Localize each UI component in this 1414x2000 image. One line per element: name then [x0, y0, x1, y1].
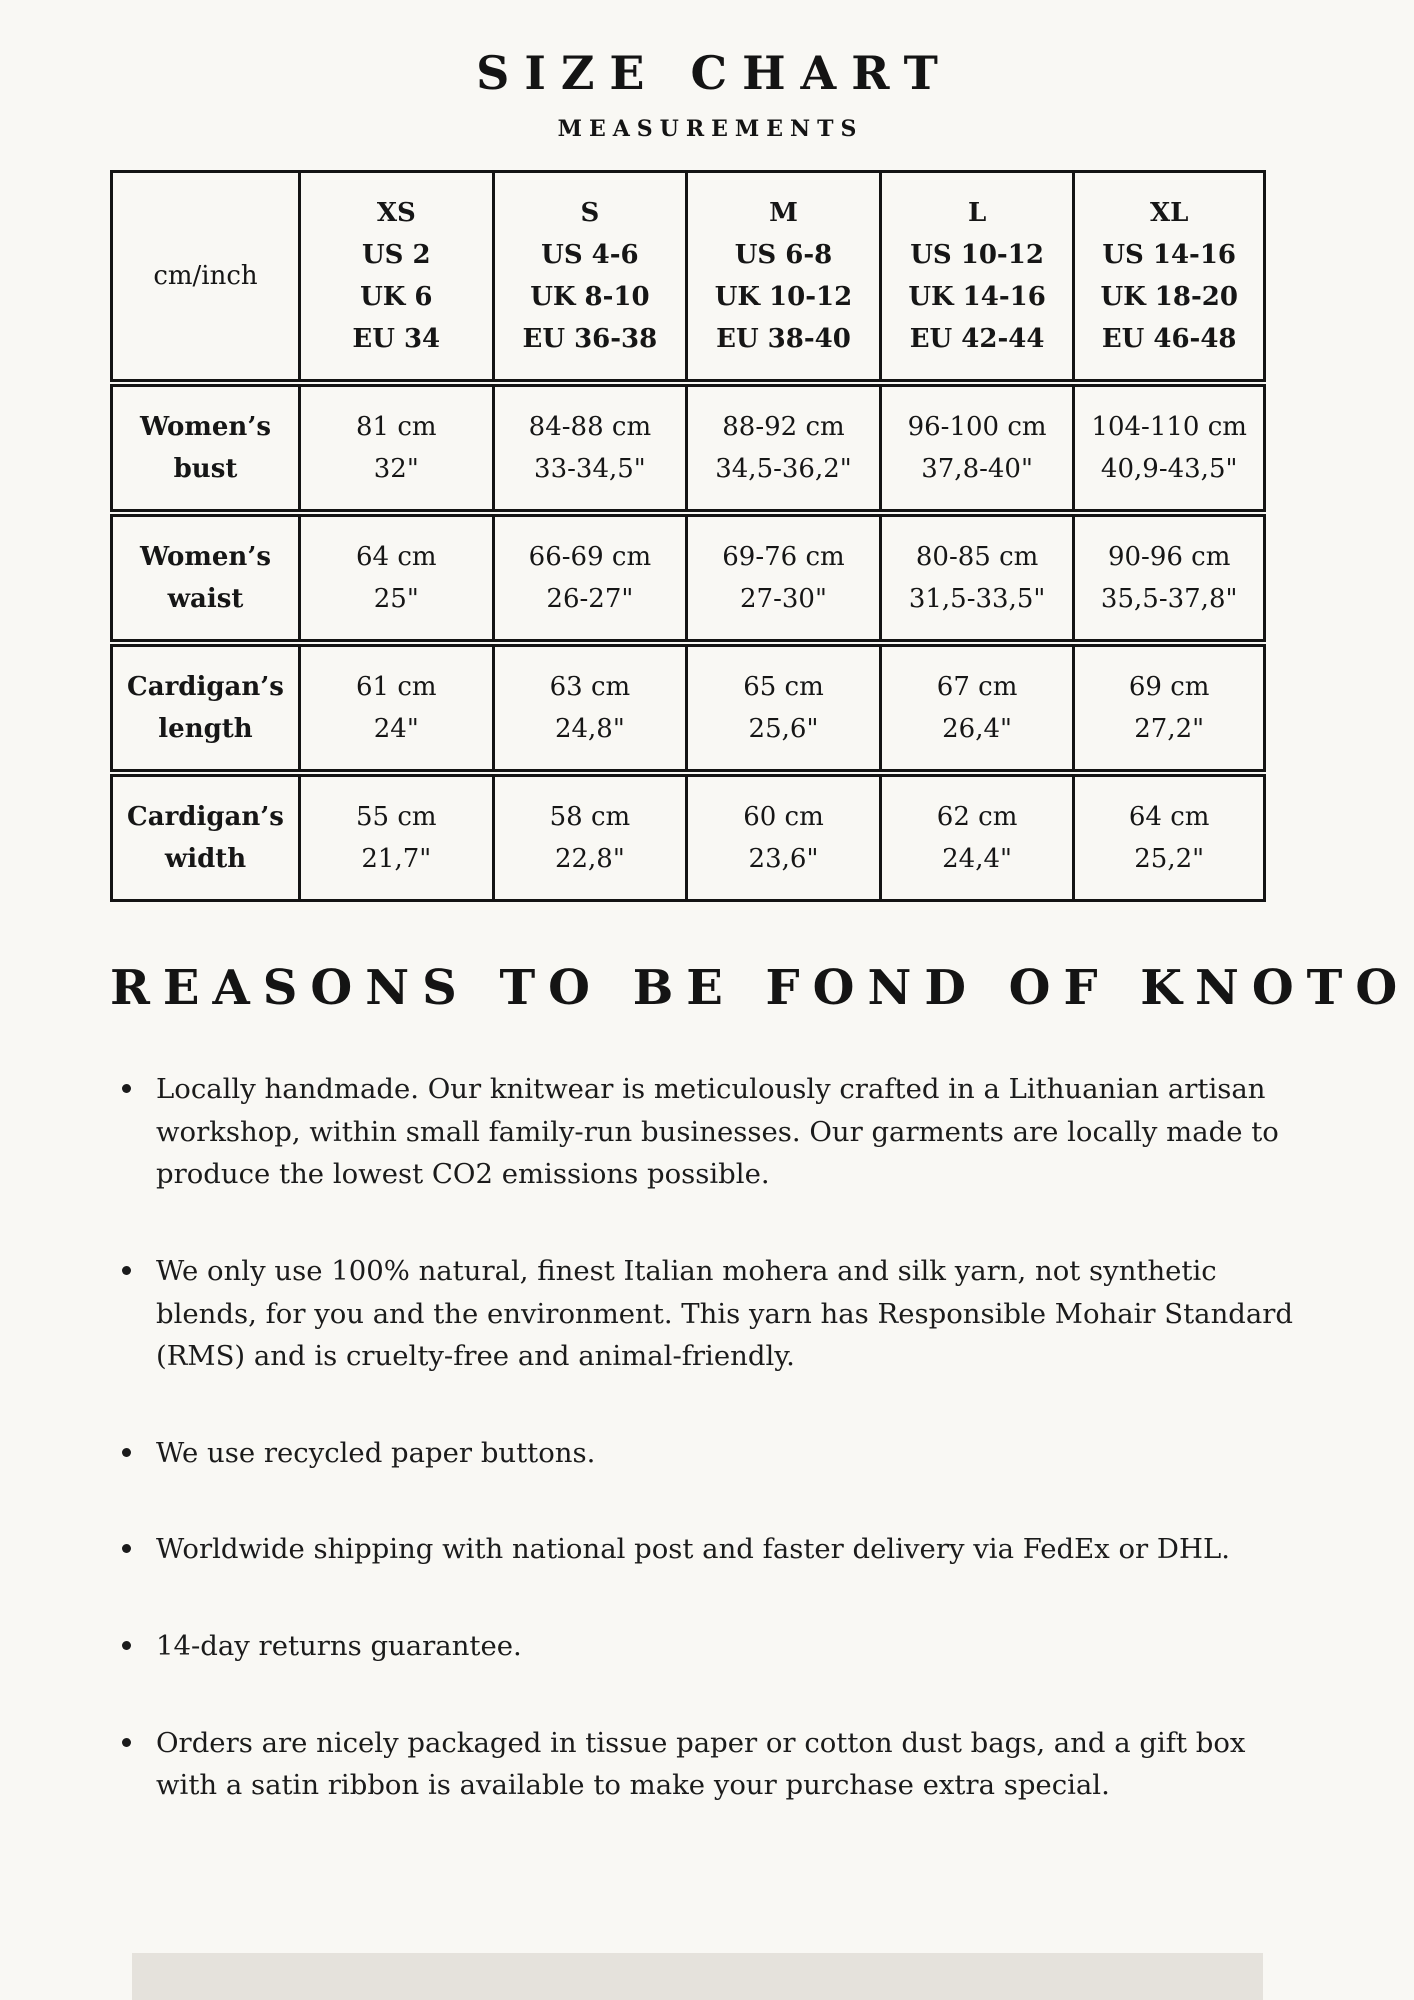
measurement-cm: 90-96 cm: [1107, 541, 1231, 572]
page-title: SIZE CHART: [476, 46, 953, 100]
size-label: M: [769, 197, 798, 228]
measurement-cell: [1072, 514, 1266, 642]
measurement-cm: 62 cm: [936, 801, 1018, 832]
uk-size: UK 14-16: [908, 282, 1046, 312]
list-item-text: Locally handmade. Our knitwear is meticulously crafted in a Lithuanian artisan workshop, within small family-run businesses. Our garments are locally made to produce the lowest CO2 emissions possible.: [156, 1073, 1279, 1191]
measurement-inch: 23,6": [748, 844, 819, 874]
measurement-inch: 26,4": [942, 714, 1012, 744]
measurement-cell: [492, 384, 686, 512]
measurement-inch: 33-34,5": [534, 454, 646, 484]
us-size: US 4-6: [541, 239, 639, 270]
measurement-cm: 61 cm: [356, 671, 437, 702]
measurement-cell: [879, 774, 1073, 902]
measurement-cm: 81 cm: [356, 411, 437, 442]
row-label-line: waist: [167, 584, 244, 614]
bullet-icon: [122, 1738, 131, 1747]
bullet-icon: [122, 1448, 131, 1457]
list-item: [110, 1528, 1300, 1571]
page-subtitle: MEASUREMENTS: [557, 116, 864, 142]
size-column-header-m: [685, 170, 879, 382]
measurement-cm: 55 cm: [356, 801, 437, 832]
measurement-cm: 88-92 cm: [722, 411, 845, 442]
reasons-heading: REASONS TO BE FOND OF KNOTO: [110, 960, 1411, 1016]
measurement-inch: 37,8-40": [921, 454, 1033, 484]
measurement-cell: [298, 774, 492, 902]
size-column-header-l: [879, 170, 1073, 382]
list-item: [110, 1432, 1300, 1475]
bullet-icon: [122, 1266, 131, 1275]
measurement-cell: [685, 384, 879, 512]
eu-size: EU 38-40: [716, 324, 851, 355]
list-item: [110, 1625, 1300, 1668]
list-item-text: Orders are nicely packaged in tissue paper or cotton dust bags, and a gift box with a satin ribbon is available to make your purchase extra special.: [156, 1726, 1246, 1802]
list-item-text: Worldwide shipping with national post and faster delivery via FedEx or DHL.: [156, 1533, 1230, 1566]
measurement-cell: [298, 384, 492, 512]
measurement-cm: 66-69 cm: [528, 541, 652, 572]
measurement-cm: 58 cm: [549, 801, 631, 832]
eu-size: EU 46-48: [1101, 324, 1237, 355]
measurement-cm: 60 cm: [743, 801, 824, 832]
measurement-cm: 84-88 cm: [528, 411, 652, 442]
list-item-text: We only use 100% natural, finest Italian mohera and silk yarn, not synthetic blends, for you and the environment. This yarn has Responsible Mohair Standard (RMS) and is cruelty-free and animal-friendly.: [156, 1254, 1294, 1373]
reasons-list: [110, 1068, 1304, 1807]
size-label: S: [580, 197, 600, 228]
measurement-inch: 24,4": [942, 844, 1012, 874]
us-size: US 10-12: [910, 239, 1044, 270]
eu-size: EU 34: [352, 324, 441, 355]
measurement-inch: 31,5-33,5": [908, 584, 1046, 614]
size-column-header-xl: [1072, 170, 1266, 382]
measurement-cell: [685, 774, 879, 902]
measurement-cell: [685, 644, 879, 772]
uk-size: UK 8-10: [530, 282, 650, 312]
measurement-cm: 69 cm: [1128, 671, 1210, 702]
row-label: [110, 644, 298, 772]
measurement-inch: 25,6": [748, 714, 819, 744]
bullet-icon: [122, 1544, 131, 1553]
table-row: [110, 514, 1266, 642]
measurement-cell: [1072, 774, 1266, 902]
size-column-header-s: [492, 170, 686, 382]
measurement-cell: [298, 644, 492, 772]
size-chart-table: [110, 168, 1266, 904]
measurement-inch: 34,5-36,2": [715, 454, 852, 484]
footer-strip: [132, 1953, 1263, 2000]
measurement-inch: 25": [373, 584, 419, 614]
measurement-inch: 27-30": [740, 584, 827, 614]
measurement-cell: [298, 514, 492, 642]
row-label-line: Cardigan’s: [127, 671, 284, 702]
bullet-icon: [122, 1641, 131, 1650]
size-label: XL: [1149, 197, 1189, 228]
list-item: [110, 1068, 1300, 1196]
row-label: [110, 514, 298, 642]
size-column-header-xs: [298, 170, 492, 382]
size-chart-table-body: [110, 384, 1266, 902]
measurement-cm: 64 cm: [1128, 801, 1210, 832]
measurement-cm: 96-100 cm: [907, 411, 1047, 442]
measurement-inch: 25,2": [1134, 844, 1205, 874]
measurement-cell: [879, 384, 1073, 512]
measurement-cell: [492, 644, 686, 772]
list-item: [110, 1250, 1300, 1378]
row-label-line: bust: [173, 454, 238, 484]
measurement-inch: 26-27": [546, 584, 634, 614]
size-header-row: [110, 170, 1266, 382]
uk-size: UK 6: [360, 282, 433, 312]
measurement-cell: [879, 514, 1073, 642]
measurement-cm: 64 cm: [356, 541, 437, 572]
measurement-cell: [492, 514, 686, 642]
bullet-icon: [122, 1084, 131, 1093]
measurement-inch: 24": [373, 714, 419, 744]
table-row: [110, 774, 1266, 902]
row-label-line: Women’s: [139, 411, 272, 442]
measurement-inch: 24,8": [554, 714, 625, 744]
corner-cell-cm-inch: cm/inch: [110, 170, 298, 382]
us-size: US 2: [362, 239, 431, 270]
us-size: US 14-16: [1102, 239, 1237, 270]
measurement-cm: 67 cm: [936, 671, 1018, 702]
measurement-cm: 69-76 cm: [722, 541, 845, 572]
measurement-cm: 63 cm: [549, 671, 631, 702]
reasons-section: [110, 960, 1411, 1807]
measurement-inch: 35,5-37,8": [1100, 584, 1238, 614]
row-label-line: Women’s: [139, 541, 272, 572]
measurement-cell: [685, 514, 879, 642]
row-label: [110, 384, 298, 512]
size-label: XS: [376, 197, 416, 228]
measurement-cm: 80-85 cm: [915, 541, 1039, 572]
measurement-inch: 22,8": [554, 844, 625, 874]
us-size: US 6-8: [734, 239, 833, 270]
eu-size: EU 36-38: [522, 324, 658, 355]
table-row: [110, 384, 1266, 512]
measurement-inch: 40,9-43,5": [1100, 454, 1238, 484]
measurement-cell: [1072, 384, 1266, 512]
row-label-line: Cardigan’s: [127, 801, 284, 832]
measurement-inch: 27,2": [1134, 714, 1205, 744]
measurement-cm: 65 cm: [743, 671, 824, 702]
eu-size: EU 42-44: [909, 324, 1045, 355]
measurement-cell: [1072, 644, 1266, 772]
measurement-cm: 104-110 cm: [1091, 411, 1247, 442]
list-item-text: 14-day returns guarantee.: [156, 1630, 522, 1662]
list-item: [110, 1722, 1300, 1807]
size-chart-table-head: [110, 170, 1266, 382]
measurement-inch: 32": [373, 454, 419, 484]
table-row: [110, 644, 1266, 772]
row-label: [110, 774, 298, 902]
measurement-cell: [492, 774, 686, 902]
page-header: [110, 0, 1304, 142]
measurement-inch: 21,7": [361, 844, 432, 874]
uk-size: UK 18-20: [1100, 282, 1238, 312]
list-item-text: We use recycled paper buttons.: [156, 1436, 596, 1469]
measurement-cell: [879, 644, 1073, 772]
size-label: L: [967, 197, 987, 228]
uk-size: UK 10-12: [714, 282, 853, 312]
row-label-line: length: [158, 714, 253, 744]
row-label-line: width: [164, 844, 247, 874]
